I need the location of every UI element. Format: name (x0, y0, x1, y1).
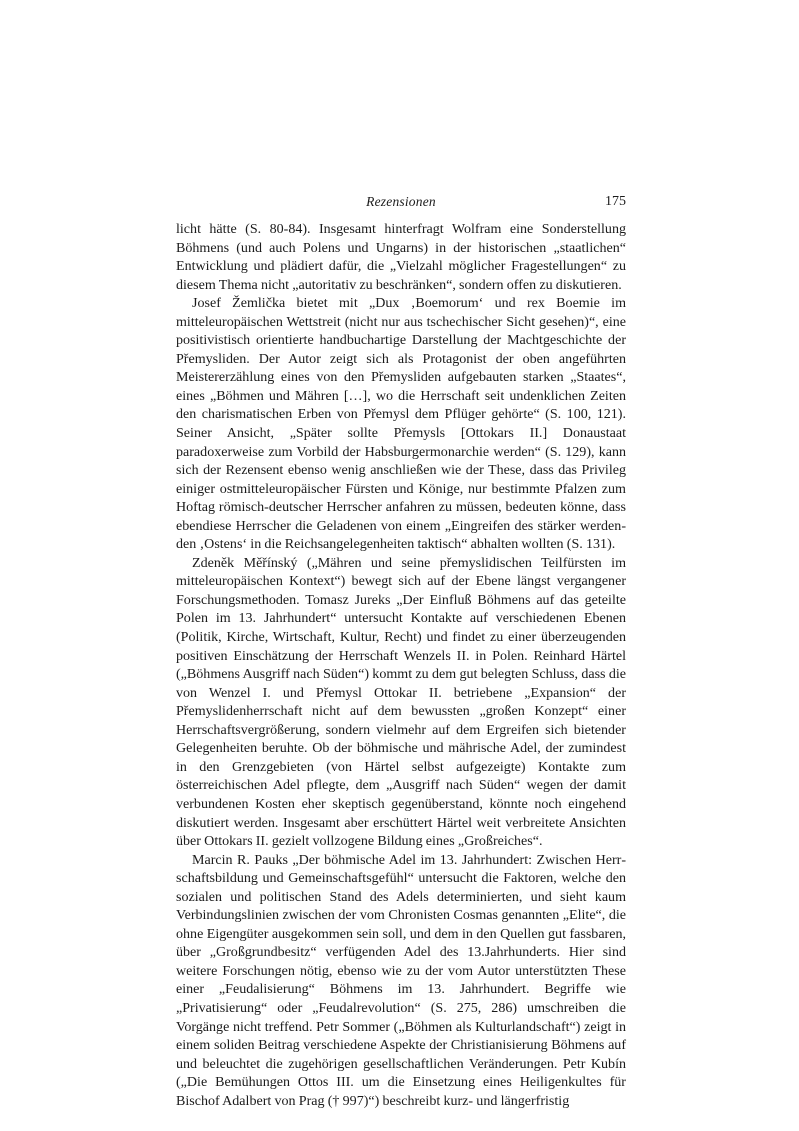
paragraph-merinsky: Zdeněk Měřínský („Mähren und seine přemyslidischen Teilfürsten im mitteleuropäischen Kontext“) bewegt sich auf der Ebene längst vergangener Forschungsmethoden. Tomasz Jureks „Der Einfluß Böhmens auf das geteilte Polen im 13. Jahrhundert“ untersucht Kontakte auf verschiedenen Ebenen (Politik, Kirche, Wirtschaft, Kultur, Recht) und findet zu einer überzeugenden positiven Einschätzung der Herrschaft Wenzels II. in Polen. Reinhard Härtel („Böhmens Ausgriff nach Süden“) kommt zu dem gut belegten Schluss, dass die von Wenzel I. und Přemysl Ottokar II. betriebene „Expansion“ der Přemyslidenherrschaft nicht auf dem bewussten „großen Konzept“ einer Herrschaftsvergrößerung, sondern vielmehr auf dem Ergreifen sich bietender Gelegenheiten beruhte. Ob der böhmische und mährische Adel, der zumindest in den Grenzgebieten (von Härtel selbst aufgezeigte) Kontakte zum österreichischen Adel pflegte, dem „Ausgriff nach Süden“ wegen der damit verbundenen Kosten eher skeptisch gegenüberstand, könnte noch eingehend diskutiert werden. Insgesamt aber erschüttert Härtel weit verbreitete Ansichten über Ottokars II. gezielt vollzogene Bildung eines „Großreiches“. (176, 554, 626, 850)
paragraph-pauk: Marcin R. Pauks „Der böhmische Adel im 13. Jahrhundert: Zwischen Herrschaftsbildung und Gemeinschaftsgefühl“ untersucht die Faktoren, welche den sozialen und politischen Stand des Adels determinierten, und sieht kaum Verbindungslinien zwischen der vom Chronisten Cosmas genannten „Elite“, die ohne Eigengüter ausgekommen sein soll, und dem in den Quellen gut fassbaren, über „Großgrundbesitz“ verfügenden Adel des 13.Jahrhunderts. Hier sind weitere Forschungen nötig, ebenso wie zu der vom Autor unterstützten These einer „Feudalisierung“ Böhmens im 13. Jahrhundert. Begriffe wie „Privatisierung“ oder „Feudalrevolution“ (S. 275, 286) umschreiben die Vorgänge nicht treffend. Petr Sommer („Böhmen als Kulturlandschaft“) zeigt in einem soliden Beitrag verschiedene Aspekte der Christianisierung Böhmens auf und beleuchtet die zugehörigen gesellschaftlichen Veränderungen. Petr Kubín („Die Bemühungen Ottos III. um die Einsetzung eines Heiligenkultes für Bischof Adalbert von Prag († 997)“) beschreibt kurz- und längerfristig (176, 851, 626, 1109)
paragraph-continuation: licht hätte (S. 80-84). Insgesamt hinterfragt Wolfram eine Sonderstellung Böhmens (und auch Polens und Ungarns) in der historischen „staatlichen“ Entwicklung und plädiert dafür, die „Vielzahl möglicher Fragestellungen“ zu diesem Thema nicht „autoritativ zu beschränken“, sondern offen zu diskutieren. (176, 221, 626, 293)
review-body (176, 220, 626, 1110)
running-title: Rezensionen (366, 194, 436, 209)
page-number: 175 (605, 194, 626, 209)
running-header (176, 194, 626, 214)
paragraph-zemlicka: Josef Žemlička bietet mit „Dux ‚Boemorum‘ und rex Boemie im mitteleuropäischen Wettstreit (nicht nur aus tschechischer Sicht gesehen)“, eine positivistisch orientierte handbuchartige Darstellung der Machtgeschichte der Přemysliden. Der Autor zeigt sich als Protagonist der oben angeführten Meistererzählung eines von den Přemysliden aufgebauten starken „Staates“, eines „Böhmen und Mähren […], wo die Herrschaft seit undenklichen Zeiten den charismatischen Erben von Přemysl dem Pflüger gehörte“ (S. 100, 121). Seiner Ansicht, „Später sollte Přemysls [Ottokars II.] Donaustaat paradoxerweise zum Vorbild der Habsburgermonarchie werden“ (S. 129), kann sich der Rezensent ebenso wenig anschließen wie der These, dass das Privileg einiger ostmitteleuropäischer Fürsten und Könige, nur bestimmte Pfalzen zum Hoftag römisch-deutscher Herrscher anfahren zu müssen, bedeuten könne, dass ebendiese Herrscher die Geladenen von einem „Eingreifen des stärker werdenden ‚Ostens‘ in die Reichsangelegenheiten taktisch“ abhalten wollten (S. 131). (176, 295, 626, 553)
